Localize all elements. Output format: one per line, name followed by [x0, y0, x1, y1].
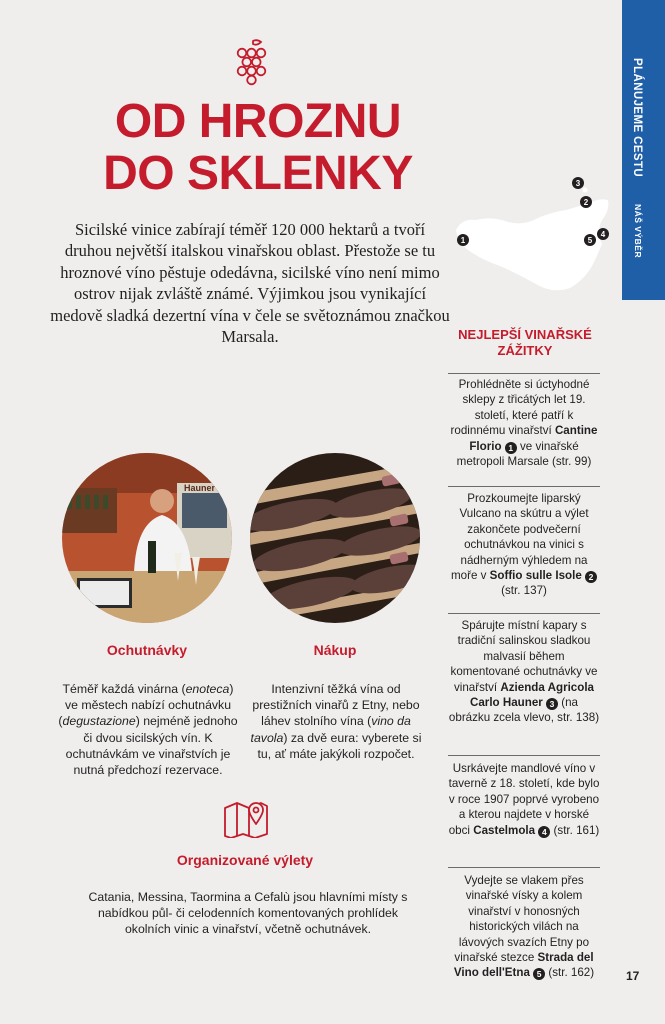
shopping-heading: Nákup [313, 642, 357, 658]
map-pin-icon [222, 798, 270, 838]
map-marker-2: 2 [583, 198, 589, 207]
tasting-text: Téměř každá vinárna (enoteca) ve městech nabízí ochutnávku (degustazione) nejméně jednoho či dvou sicilských vín. K ochutnávkám ve vinařstvích je nutná předchozí rezervace. [58, 682, 238, 778]
number-badge: 2 [585, 571, 597, 583]
number-badge: 4 [538, 826, 550, 838]
number-badge: 3 [546, 698, 558, 710]
sidebar-heading: NEJLEPŠÍ VINAŘSKÉ ZÁŽITKY [458, 327, 592, 358]
shopping-text: Intenzivní těžká vína od prestižních vinařů z Etny, nebo láhev stolního vína (vino da tavola) za dvě eura: vyberete si tu, ať máte jakýkoli rozpočet. [250, 682, 422, 761]
sicily-map [452, 170, 622, 320]
subsection-tab-label: NÁŠ VÝBĚR [633, 204, 643, 259]
wine-tasting-photo [62, 453, 232, 623]
title-line-2: DO SKLENKY [103, 147, 413, 200]
sidebar-divider [448, 486, 600, 487]
sidebar-item-3: Spárujte místní kapary s tradiční salinskou sladkou malvasií během komentované ochutnávky ve vinařství Azienda Agricola Carlo Hauner 3 (na obrázku zcela vlevo, str. 138) [448, 619, 600, 725]
section-tab-label: PLÁNUJEME CESTU [631, 58, 643, 178]
map-marker-3: 3 [575, 179, 581, 188]
map-marker-1: 1 [460, 236, 466, 245]
map-marker-5: 5 [587, 236, 593, 245]
page-number: 17 [626, 969, 640, 983]
number-badge: 1 [505, 442, 517, 454]
section-tab [622, 0, 665, 300]
sidebar-item-5: Vydejte se vlakem přes vinařské vísky a kolem vinařství v honosných historických vilách na lávových svazích Etny po vinařské stezce Strada del Vino dell'Etna 5 (str. 162) [453, 874, 595, 980]
sidebar-divider [448, 755, 600, 756]
wine-bottles-photo [250, 453, 420, 623]
number-badge: 5 [533, 968, 545, 980]
title-line-1: OD HROZNU [114, 95, 402, 148]
page-title [68, 96, 448, 200]
trips-heading: Organizované výlety [176, 852, 314, 868]
hauner-sign: Hauner [184, 483, 216, 493]
grapes-icon [231, 38, 271, 86]
sidebar-item-1: Prohlédněte si úctyhodné sklepy z třicátých let 19. století, které patří k rodinnému vinařství Cantine Florio 1 ve vinařské metropoli Marsale (str. 99) [450, 378, 598, 469]
sidebar-divider [448, 613, 600, 614]
trips-text: Catania, Messina, Taormina a Cefalù jsou hlavními místy s nabídkou půl- či celodenních komentovaných prohlídek okolních vinic a vinařství, včetně ochutnávek. [88, 890, 408, 937]
sidebar-divider [448, 373, 600, 374]
intro-paragraph: Sicilské vinice zabírají téměř 120 000 hektarů a tvoří druhou největší italskou vinařskou oblast. Přestože se tu hroznové víno pěstuje odedávna, sicilské víno není mimo ostrov nijak zvláště známé. Výjimkou jsou vynikající medově sladká dezertní vína v čele se světoznámou značkou Marsala. [50, 220, 450, 347]
sidebar-item-4: Usrkávejte mandlové víno v taverně z 18. století, kde bylo v roce 1907 poprvé vyrobeno a kterou najdete v horské obci Castelmola 4 (str. 161) [448, 762, 600, 837]
sidebar-divider [448, 867, 600, 868]
map-marker-4: 4 [600, 230, 606, 239]
tasting-heading: Ochutnávky [106, 642, 188, 658]
sidebar-item-2: Prozkoumejte liparský Vulcano na skútru a výlet zakončete podvečerní ochutnávkou na vinici s nádherným výhledem na moře v Soffio sulle Isole 2 (str. 137) [448, 491, 600, 599]
